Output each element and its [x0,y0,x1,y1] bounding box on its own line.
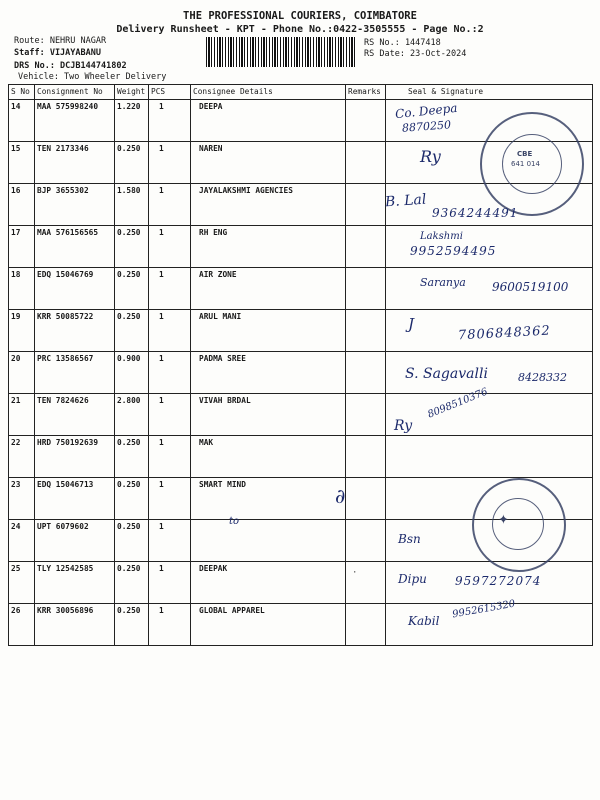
cell-weight: 0.250 [115,226,149,268]
cell-consignment: HRD 750192639 [35,436,115,478]
col-consignment: Consignment No [35,85,115,100]
cell-sno: 25 [9,562,35,604]
table-row [9,352,593,394]
cell-remarks [346,436,386,478]
phone-row21: 8098510376 [426,386,490,421]
cell-remarks [346,100,386,142]
cell-consignee: SMART MIND [191,478,346,520]
phone-row14: 8870250 [401,118,452,135]
phone-row19: 7806848362 [457,323,552,344]
phone-row25: 9597272074 [455,574,542,588]
cell-sno: 15 [9,142,35,184]
cell-consignment: EDQ 15046713 [35,478,115,520]
cell-weight: 0.250 [115,268,149,310]
cell-seal [386,436,593,478]
phone-row18: 9600519100 [492,280,569,294]
cell-consignee [191,520,346,562]
cell-consignment: MAA 575998240 [35,100,115,142]
signature-row26: Kabil [408,614,440,628]
signature-row25: Dipu [398,572,427,586]
phone-row17: 9952594495 [410,244,497,258]
cell-consignee: PADMA SREE [191,352,346,394]
cell-consignee: RH ENG [191,226,346,268]
cell-remarks [346,184,386,226]
signature-row17: Lakshmi [420,231,463,242]
cell-sno: 18 [9,268,35,310]
cell-sno: 23 [9,478,35,520]
cell-sno: 22 [9,436,35,478]
cell-weight: 0.250 [115,436,149,478]
stamp-cbe-pin: 641 014 [511,160,540,168]
cell-pcs: 1 [149,394,191,436]
col-remarks: Remarks [346,85,386,100]
cell-weight: 1.220 [115,100,149,142]
cell-consignment: PRC 13586567 [35,352,115,394]
runsheet-subtitle: Delivery Runsheet - KPT - Phone No.:0422-3505555 - Page No.:2 [116,24,484,35]
cell-sno: 26 [9,604,35,646]
cell-consignment: TEN 2173346 [35,142,115,184]
cell-consignee: DEEPA [191,100,346,142]
cell-weight: 1.580 [115,184,149,226]
table-row [9,394,593,436]
cell-remarks [346,604,386,646]
cell-sno: 17 [9,226,35,268]
cell-consignment: EDQ 15046769 [35,268,115,310]
cell-pcs: 1 [149,310,191,352]
cell-weight: 2.800 [115,394,149,436]
cell-remarks [346,394,386,436]
phone-row26: 9952615320 [451,598,517,621]
cell-consignment: KRR 30056896 [35,604,115,646]
signature-row24: Bsn [398,532,421,546]
cell-pcs: 1 [149,436,191,478]
col-pcs: PCS [149,85,191,100]
signature-row20: S. Sagavalli [405,366,488,382]
cell-consignment: BJP 3655302 [35,184,115,226]
cell-remarks [346,352,386,394]
table-header [9,85,593,100]
cell-consignee: NAREN [191,142,346,184]
cell-sno: 14 [9,100,35,142]
cell-weight: 0.250 [115,478,149,520]
cell-remarks [346,226,386,268]
cell-remarks [346,310,386,352]
cell-pcs: 1 [149,184,191,226]
round-stamp-smartmind [472,478,566,572]
phone-row20: 8428332 [518,371,567,384]
cell-consignee: JAYALAKSHMI AGENCIES [191,184,346,226]
col-weight: Weight [115,85,149,100]
signature-row19: J [408,315,415,333]
rs-date: RS Date: 23-Oct-2024 [364,49,467,59]
cell-consignee: ARUL MANI [191,310,346,352]
cell-pcs: 1 [149,352,191,394]
stamp-cbe-text: CBE [517,150,533,158]
cell-consignee: VIVAH BRDAL [191,394,346,436]
cell-weight: 0.900 [115,352,149,394]
col-sno: S No [9,85,35,100]
cell-remarks [346,520,386,562]
cell-pcs: 1 [149,268,191,310]
signature-row16: B. Lal [384,191,427,211]
cell-sno: 19 [9,310,35,352]
cell-consignee: GLOBAL APPAREL [191,604,346,646]
stamp-star-icon: ✦ [498,508,509,529]
cell-weight: 0.250 [115,310,149,352]
col-seal: Seal & Signature [386,85,593,100]
cell-consignment: KRR 50085722 [35,310,115,352]
cell-weight: 0.250 [115,562,149,604]
cell-pcs: 1 [149,604,191,646]
remark-mark-row23: ∂ [335,484,346,508]
signature-row15: Ry [420,147,441,166]
cell-pcs: 1 [149,142,191,184]
cell-consignee: AIR ZONE [191,268,346,310]
cell-consignment: MAA 576156565 [35,226,115,268]
cell-consignment: TLY 12542585 [35,562,115,604]
drs-label: DRS No.: DCJB144741802 [14,61,127,71]
route-label: Route: NEHRU NAGAR [14,36,107,46]
cell-consignment: TEN 7824626 [35,394,115,436]
cell-remarks [346,268,386,310]
vehicle-label: Vehicle: Two Wheeler Delivery [18,72,167,82]
cell-pcs: 1 [149,478,191,520]
cell-sno: 24 [9,520,35,562]
cell-sno: 20 [9,352,35,394]
rs-number: RS No.: 1447418 [364,38,441,48]
signature-row18: Saranya [420,276,466,289]
barcode [206,37,356,67]
cell-pcs: 1 [149,520,191,562]
cell-consignee: MAK [191,436,346,478]
cell-weight: 0.250 [115,142,149,184]
cell-sno: 21 [9,394,35,436]
signature-row21: Ry [394,418,413,434]
cell-seal [386,394,593,436]
cell-weight: 0.250 [115,604,149,646]
table-row [9,436,593,478]
col-consignee: Consignee Details [191,85,346,100]
cell-pcs: 1 [149,226,191,268]
phone-row16: 9364244491 [432,206,519,220]
cell-remarks [346,142,386,184]
signature-row14: Co. Deepa [394,100,459,122]
cell-consignment: UPT 6079602 [35,520,115,562]
table-row [9,226,593,268]
cell-consignee: DEEPAK [191,562,346,604]
cell-sno: 16 [9,184,35,226]
staff-label: Staff: VIJAYABANU [14,48,101,58]
cell-remarks [346,478,386,520]
remark-row24: to [229,516,240,527]
cell-pcs: 1 [149,562,191,604]
company-title: THE PROFESSIONAL COURIERS, COIMBATORE [183,10,417,22]
tick-mark: · [352,568,358,578]
cell-pcs: 1 [149,100,191,142]
cell-weight: 0.250 [115,520,149,562]
